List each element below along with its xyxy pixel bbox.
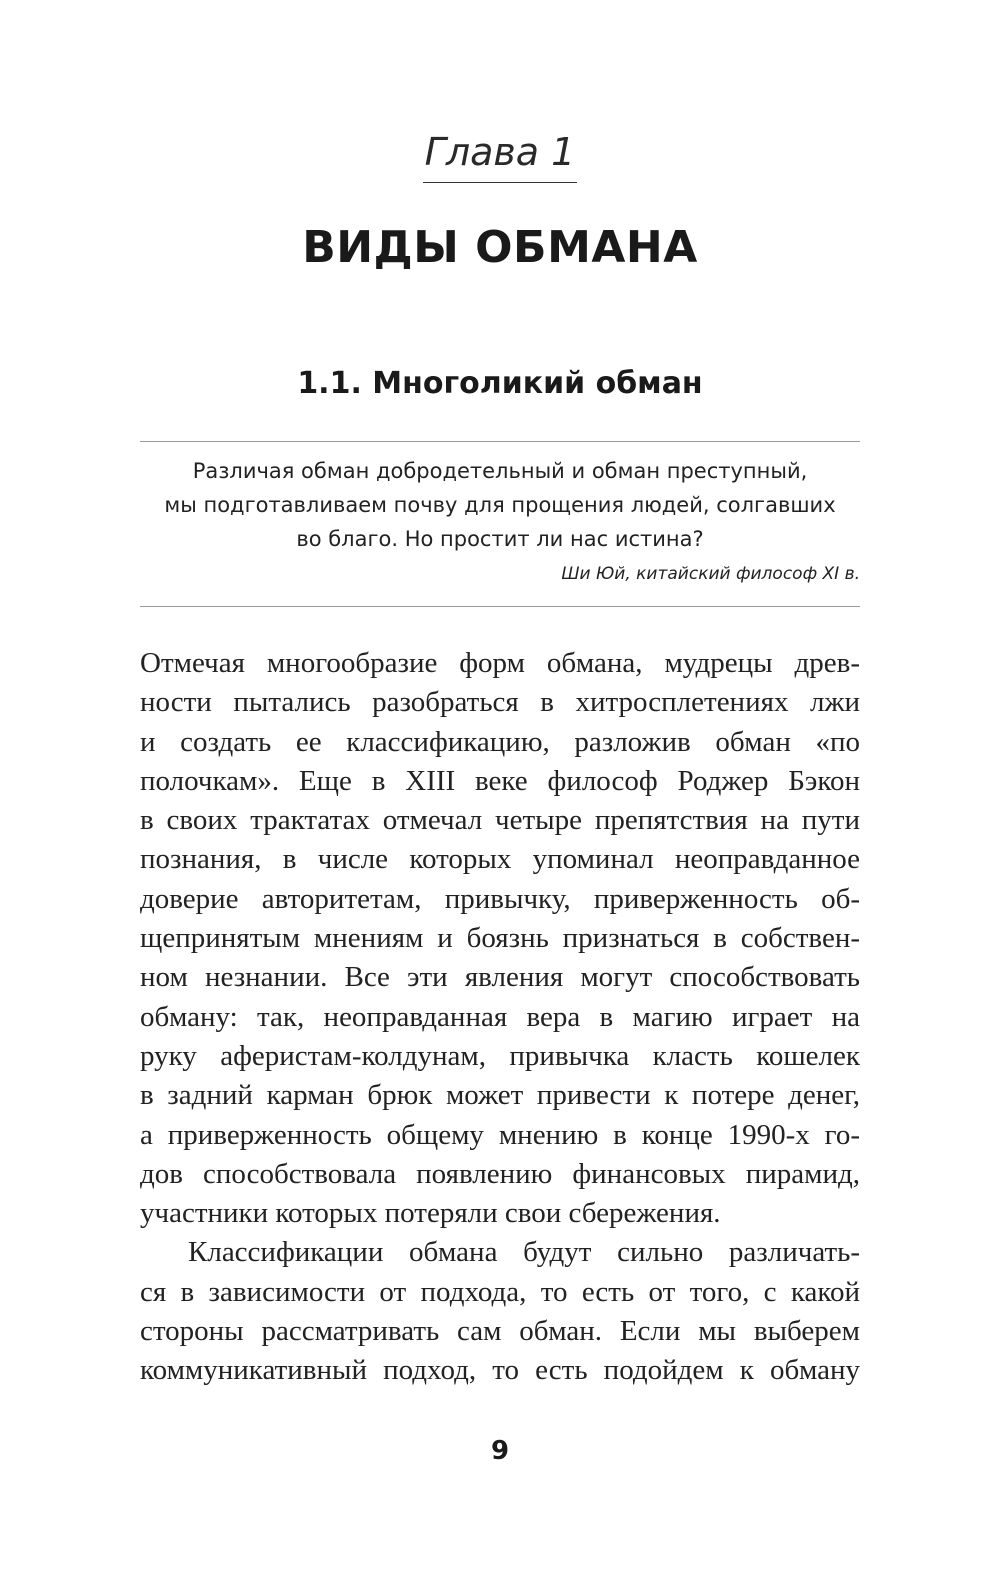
text-line: обману: так, неоправданная вера в магию играет на [140, 1000, 860, 1033]
text-line: а приверженность общему мнению в конце 1990-х го- [140, 1118, 860, 1151]
text-line: и создать ее классификацию, разложив обман «по [140, 725, 860, 758]
chapter-title: ВИДЫ ОБМАНА [302, 222, 698, 273]
body-text [140, 644, 860, 1391]
epigraph-attribution: Ши Юй, китайский философ XI в. [561, 564, 860, 584]
chapter-label [0, 132, 1000, 183]
epigraph-line: Различая обман добродетельный и обман преступный, [192, 459, 808, 483]
text-line: ности пытались разобраться в хитросплетениях лжи [140, 686, 860, 719]
text-line: ном незнании. Все эти явления могут способствовать [140, 961, 860, 994]
page-number: 9 [490, 1436, 510, 1466]
text-line: в своих трактатах отмечал четыре препятствия на пути [140, 804, 860, 837]
text-line: Отмечая многообразие форм обмана, мудрецы древ- [140, 647, 860, 679]
text-line: коммуникативный подход, то есть подойдем к обману [140, 1354, 860, 1387]
text-line: щепринятым мнениям и боязнь признаться в собствен- [140, 922, 860, 955]
text-line: участники которых потеряли свои сбережения. [140, 1197, 721, 1230]
text-line: в задний карман брюк может привести к потере денег, [140, 1079, 860, 1112]
paragraph-2 [140, 1233, 860, 1390]
text-line: дов способствовала появлению финансовых пирамид, [140, 1157, 860, 1190]
paragraph-1 [140, 644, 860, 1233]
epigraph-top-rule [140, 441, 860, 442]
text-line: стороны рассматривать сам обман. Если мы выберем [140, 1315, 860, 1348]
text-line: полочкам». Еще в XIII веке философ Роджер Бэкон [140, 764, 860, 797]
chapter-label-text: Глава 1 [423, 132, 578, 183]
text-line: ся в зависимости от подхода, то есть от того, с какой [140, 1275, 860, 1308]
text-line: познания, в числе которых упоминал неоправданное [140, 843, 860, 876]
text-line: доверие авторитетам, привычку, приверженность об- [140, 882, 860, 915]
text-line: Классификации обмана будут сильно различать- [188, 1236, 860, 1269]
section-title: 1.1. Многоликий обман [297, 366, 703, 401]
epigraph-bottom-rule [140, 606, 860, 607]
epigraph-line: мы подготавливаем почву для прощения людей, солгавших [164, 493, 836, 517]
epigraph [140, 454, 860, 556]
epigraph-line: во благо. Но простит ли нас истина? [296, 527, 704, 551]
text-line: руку аферистам-колдунам, привычка класть кошелек [140, 1039, 860, 1072]
